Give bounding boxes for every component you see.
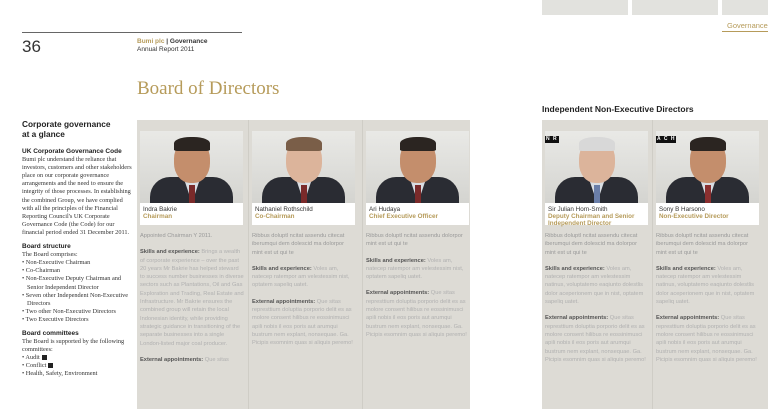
bio-lead: External appointments: xyxy=(140,356,204,363)
bio-lead: External appointments: xyxy=(366,290,430,297)
director-name: Indra Bakrie xyxy=(143,206,177,213)
bio-paragraph xyxy=(366,289,470,339)
list-item: • Two Executive Directors xyxy=(22,315,89,323)
bio-text: Voles am, natecep ratempor am velestessim natinus, voluptatemo eaqiunto dolestlis dolor aceperionem que in nist, optatem sapeliq uatet. xyxy=(656,265,755,306)
bio-text: Que sitas represttium doluptia porporio delit es as molore consent hilibus re eossinimusci apili nobis il eos poris aut arumqui bustrum nem explant, nonsequae. Ga. Picipis esomnim quas si aliquis peremo! xyxy=(252,298,353,347)
director-name-box xyxy=(656,203,759,225)
code-heading: UK Corporate Governance Code xyxy=(22,148,122,155)
bio-paragraph xyxy=(656,265,760,306)
page-title: Board of Directors xyxy=(137,78,280,99)
director-photo xyxy=(366,131,469,203)
list-item: • Seven other Independent Non-Executive Directors xyxy=(22,291,129,307)
committees-intro: The Board is supported by the following committees: xyxy=(22,338,125,354)
column-divider xyxy=(362,120,363,409)
committee-badge: A C H xyxy=(657,136,676,142)
governance-tab-label[interactable]: Governance xyxy=(727,21,768,30)
bio-text: Que sitas represttium doluptia porporio delit es as molore consent hilibus re eossinimusci apili nobis il eos poris aut arumqui bustrum nem explant, nonsequae. Ga. Picipis esomnim quas si aliquis peremo! xyxy=(545,315,646,363)
director-name: Nathaniel Rothschild xyxy=(255,206,313,213)
sidebar-title-line1: Corporate governance xyxy=(22,119,111,129)
masthead-separator: | xyxy=(164,38,170,45)
report-name: Annual Report 2011 xyxy=(137,46,195,53)
sidebar-title xyxy=(22,120,132,139)
structure-list xyxy=(22,259,132,324)
committees-list xyxy=(22,354,132,378)
bio-text: Voles am, natecep ratempor am velestessim natinus, voluptatemo eaqiunto dolestlis dolor aceperionem que in nist, optatem sapeliq uatet. xyxy=(545,265,644,306)
director-name-box xyxy=(545,203,648,228)
column-divider xyxy=(652,120,653,409)
committee-conflict-label: • Conflict xyxy=(22,362,47,370)
bio-text: Que sitas xyxy=(203,356,229,363)
bio-lead: Skills and experience: xyxy=(656,265,716,272)
bio-paragraph xyxy=(545,314,649,364)
director-bio xyxy=(252,232,356,356)
structure-intro: The Board comprises: xyxy=(22,251,78,259)
committee-audit-label: • Audit xyxy=(22,354,40,362)
bio-lead: Skills and experience: xyxy=(366,257,426,264)
bio-lead: Skills and experience: xyxy=(545,265,605,272)
director-role: Chief Executive Officer xyxy=(369,213,438,221)
director-name-box xyxy=(140,203,243,225)
bio-intro: Appointed Chairman Y 2011. xyxy=(140,233,213,239)
list-item: • Co-Chairman xyxy=(22,267,61,275)
sidebar-title-line2: at a glance xyxy=(22,128,65,139)
director-photo xyxy=(545,131,648,203)
governance-tab-rule xyxy=(722,31,768,32)
bio-intro: Ribbus doluptl ncitat assendu dolorpor mint est ut qui te xyxy=(366,233,463,248)
director-name: Ari Hudaya xyxy=(369,206,401,213)
page-number: 36 xyxy=(22,37,41,56)
bio-text: Voles am, natecep ratempor am velestessim nist, optatem sapeliq uatet. xyxy=(252,265,350,289)
committee-hse-label: • Health, Safety, Environment xyxy=(22,370,98,378)
structure-heading: Board structure xyxy=(22,243,71,251)
bio-paragraph xyxy=(140,248,244,348)
director-photo xyxy=(252,131,355,203)
director-name: Sony B Harsono xyxy=(659,206,705,213)
director-name-box xyxy=(252,203,355,225)
director-bio xyxy=(656,232,760,372)
bio-paragraph xyxy=(252,298,356,348)
bio-intro: Ribbus doluptl ncitat assendu citecat iberumqui dem dolescid ma dolorpor mint est ut qui te xyxy=(545,233,638,256)
director-bio xyxy=(366,232,470,347)
bio-text: Voles am, natecep ratempor am velestessim nist, optatem sapeliq uatet. xyxy=(366,257,464,281)
bio-paragraph xyxy=(545,265,649,306)
bio-lead: External appointments: xyxy=(545,315,609,322)
masthead xyxy=(137,38,207,45)
list-item: • Non-Executive Deputy Chairman and Senior Independent Director xyxy=(22,275,122,291)
column-divider xyxy=(248,120,249,409)
bio-paragraph xyxy=(366,257,470,282)
independent-directors-heading: Independent Non-Executive Directors xyxy=(542,104,694,114)
nav-tab-1[interactable] xyxy=(542,0,628,15)
governance-sidebar xyxy=(22,120,132,385)
section-name: Governance xyxy=(169,38,208,45)
bio-lead: External appointments: xyxy=(656,315,720,322)
committee-badge: N R xyxy=(546,136,558,142)
bio-paragraph xyxy=(656,314,760,364)
bio-text: Brings a wealth of corporate experience – over the past 20 years Mr Bakrie has helped steward to success number businesses in diverse sectors such as Plantations, Oil and Gas Exploration and Trading, Real Estate and Infrastructure. Mr Bakrie ensures the combined group will retain the local Indonesian identity, while providing strategic guidance in transitioning of the separate businesses into a single London-listed major coal producer. xyxy=(140,249,244,347)
code-text: Bumi plc understand the reliance that investors, customers and other stakeholders place on our corporate governance arrangements and the need to ensure the integrity of those processes. In establishing the combined Group, we have complied with all the principles of the Financial Reporting Council's UK Corporate Governance Code (the Code) for our financial period ended 31 December 2011. xyxy=(22,156,132,236)
bio-text: Que sitas represttium doluptia porporio delit es as molore consent hilibus re eossinimusci apili nobis il eos poris aut arumqui bustrum nem explant, nonsequae. Ga. Picipis esomnim quas si aliquis peremo! xyxy=(656,315,757,363)
audit-key-icon xyxy=(42,355,47,360)
nav-tab-3[interactable] xyxy=(722,0,768,15)
bio-paragraph xyxy=(252,265,356,290)
company-name: Bumi plc xyxy=(137,38,165,45)
header-rule xyxy=(22,32,242,33)
list-item xyxy=(22,354,132,362)
bio-lead: Skills and experience: xyxy=(252,265,312,272)
conflict-key-icon xyxy=(48,363,53,368)
committees-heading: Board committees xyxy=(22,329,79,337)
bio-intro: Ribbus doluptl ncitat assendu citecat iberumqui dem dolescid ma dolorpor mint est ut qui te xyxy=(656,233,749,256)
director-role: Non-Executive Director xyxy=(659,213,729,221)
list-item: • Two other Non-Executive Directors xyxy=(22,307,116,315)
bio-text: Que sitas represttium doluptia porporio delit es as molore consent hilibus re eossinimusci apili nobis il eos poris aut arumqui bustrum nem explant, nonsequae. Ga. Picipis esomnim quas si aliquis peremo! xyxy=(366,290,467,338)
list-item: • Non-Executive Chairman xyxy=(22,259,91,267)
director-role: Deputy Chairman and Senior Independent Director xyxy=(548,213,635,228)
director-role: Chairman xyxy=(143,213,173,221)
list-item xyxy=(22,362,132,370)
bio-intro: Ribbus doluptl ncitat assendu citecat iberumqui dem dolescid ma dolorpor mint est ut qui te xyxy=(252,233,345,256)
bio-paragraph xyxy=(140,356,244,364)
bio-lead: External appointments: xyxy=(252,298,316,305)
nav-tab-2[interactable] xyxy=(632,0,718,15)
director-name: Sir Julian Horn-Smith xyxy=(548,206,608,213)
director-photo xyxy=(140,131,243,203)
director-role: Co-Chairman xyxy=(255,213,295,221)
director-bio xyxy=(545,232,649,372)
director-name-box xyxy=(366,203,469,225)
list-item xyxy=(22,370,132,378)
bio-lead: Skills and experience: xyxy=(140,249,200,256)
director-bio xyxy=(140,232,244,372)
